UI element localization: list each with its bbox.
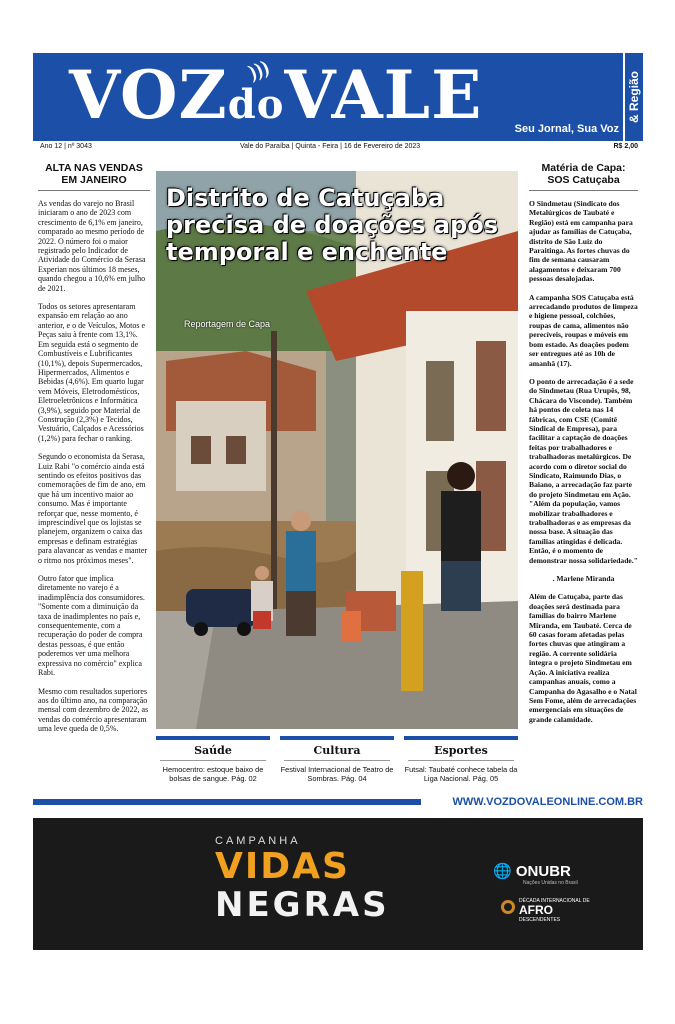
section-title: Saúde [194, 744, 232, 757]
cover-headline: Distrito de Catuçaba precisa de doações após temporal e enchente [166, 184, 499, 266]
left-article-paragraph: Outro fator que implica diretamente no varejo é a inadimplência dos consumidores. "Somente com a diminuição da taxa de inadimplentes no país e, consequentemente, com a recuperação do poder de compra destas pessoas, é que então poderemos ver uma melhora expressiva no comércio" explica Rabi. [38, 574, 145, 678]
issue-line [40, 143, 640, 155]
section-esportes[interactable] [404, 736, 518, 792]
masthead [33, 53, 643, 141]
section-saude[interactable] [156, 736, 270, 792]
ad-campaign-label: CAMPANHA [215, 835, 301, 847]
afro-top: DÉCADA INTERNACIONAL DE [519, 898, 590, 904]
right-article-paragraph: O Sindmetau (Sindicato dos Metalúrgicos de Taubaté e Região) está em campanha para ajudar as famílias de Catuçaba, distrito de São Luiz do Paraitinga. As fortes chuvas do fim de semana causaram alagamentos e deixaram 700 pessoas desalojadas. [529, 199, 633, 284]
advertisement[interactable] [33, 818, 643, 950]
ad-word-vidas: VIDAS [215, 846, 350, 887]
title-do: do [227, 81, 285, 128]
afro-logo-icon [501, 900, 515, 914]
onubr-logo: 🌐 ONUBR [493, 863, 571, 880]
cover-photo [156, 171, 518, 729]
title-voz: VOZ [69, 56, 228, 134]
section-title: Cultura [313, 744, 361, 757]
left-article-headline: ALTA NAS VENDAS EM JANEIRO [38, 162, 150, 191]
right-article-paragraph: Além de Catuçaba, parte das doações será destinada para famílias do bairro Marlene Miranda, em Taubaté. Cerca de 60 casas foram afetadas pelas fortes chuvas que atingiram a região. A corrente solidária integra o projeto Sindmetau em Ação. A iniciativa realiza campanhas anuais, como a Campanha do Agasalho e o Natal Sem Fome, além de arrecadações emergenciais em situações de grande calamidade. [529, 592, 637, 724]
section-desc: Hemocentro: estoque baixo de bolsas de sangue. Pág. 02 [162, 765, 264, 783]
issue-number: Ano 12 | nº 3043 [40, 143, 92, 150]
website-link[interactable]: WWW.VOZDOVALEONLINE.COM.BR [452, 796, 643, 808]
section-desc: Festival Internacional de Teatro de Sombras. Pág. 04 [280, 765, 394, 783]
section-divider [284, 760, 390, 761]
section-bar [156, 736, 270, 740]
issue-date: Vale do Paraíba | Quinta - Feira | 16 de Fevereiro de 2023 [240, 143, 421, 150]
sound-wave-icon: ))) [245, 56, 272, 84]
left-article-paragraph: Todos os setores apresentaram expansão em relação ao ano anterior, e o de Veículos, Motos e Peças saiu à frente com 13,1%. Em seguida está o segmento de Combustíveis e Lubrificantes (10,1%), depois Supermercados, Hipermercados, Alimentos e Bebidas (4,6%). Em quarto lugar vem Móveis, Eletrodomésticos, Eletroeletrônicos e Informática (3,9%), seguido por Material de Construção (2,3%) e Tecidos, Vestuário, Calçados e Acessórios (1,2%) para fechar o ranking. [38, 302, 146, 443]
section-title: Esportes [434, 744, 488, 757]
section-desc: Futsal: Taubaté conhece tabela da Liga Nacional. Pág. 05 [404, 765, 518, 783]
section-teasers [156, 736, 518, 792]
left-article-paragraph: As vendas do varejo no Brasil iniciaram o ano de 2023 com crescimento de 6,1% em janeiro, comparado ao mesmo período de 2022. O número foi o maior registrado pelo Indicador de Atividade do Comércio da Serasa Experian nos últimos 18 meses, quando chegou a 10,6% em julho de 2021. [38, 199, 146, 293]
ad-word-negras: NEGRAS [215, 885, 390, 925]
cover-tag: Reportagem de Capa [184, 319, 271, 329]
left-article-paragraph: Segundo o economista da Serasa, Luiz Rabi "o comércio ainda está sentindo os efeitos positivos das comemorações de fim de ano, em que há um incentivo maior ao consumo. Mas é importante reforçar que, nesse momento, é imprescindível que os lojistas se planejem, organizem o caixa das empresas e definam estratégias para alavancar as vendas e manter o ritmo nos próximos meses". [38, 452, 148, 565]
section-cultura[interactable] [280, 736, 394, 792]
section-divider [160, 760, 266, 761]
onubr-sub: Nações Unidas no Brasil [523, 880, 578, 886]
section-bar [404, 736, 518, 740]
website-bar [33, 796, 643, 808]
section-divider [408, 760, 514, 761]
masthead-side-panel [623, 53, 643, 141]
right-article-paragraph: A campanha SOS Catuçaba está arrecadando produtos de limpeza e higiene pessoal, colchões, roupas de cama, alimentos não perecíveis, roupas e móveis em bom estado. As doações podem ser entregues até as 10h de amanhã (17). [529, 292, 638, 368]
afro-label: AFRO [519, 903, 553, 917]
right-article-subheading: . Marlene Miranda [552, 574, 615, 584]
title-vale: VALE [284, 56, 483, 134]
masthead-tagline: Seu Jornal, Sua Voz [514, 123, 619, 135]
newspaper-title [69, 55, 482, 145]
afro-bottom: DESCENDENTES [519, 917, 561, 923]
masthead-side-label: & Região [627, 70, 641, 124]
website-stripe [33, 799, 421, 805]
afro-logo [519, 898, 595, 923]
right-article-paragraph: O ponto de arrecadação é a sede do Sindmetau (Rua Urupês, 98, Chácara do Visconde). Também há pontos de coleta nas 14 fábricas, com CSE (Comitê Sindical de Empresa), para facilitar a captação de doações feitas por trabalhadores e trabalhadoras metalúrgicos. De acordo com o diretor social do Sindicato, Raimundo Dias, o Baiano, a arrecadação faz parte do projeto Sindmetau em Ação. "Além da população, vamos mobilizar trabalhadores e trabalhadoras e as empresas da nossa base. A situação das famílias atingidas é delicada. Então, é o momento de demonstrar nossa solidariedade." [529, 376, 638, 565]
left-article [38, 162, 150, 743]
right-article-headline: Matéria de Capa: SOS Catuçaba [529, 162, 638, 191]
issue-price: R$ 2,00 [613, 143, 638, 150]
onubr-label: ONUBR [515, 863, 571, 880]
right-article [529, 162, 638, 733]
left-article-paragraph: Mesmo com resultados superiores aos do último ano, na comparação mensal com dezembro de 2022, as vendas do comércio apresentaram uma leve queda de 0,5%. [38, 686, 149, 734]
section-bar [280, 736, 394, 740]
